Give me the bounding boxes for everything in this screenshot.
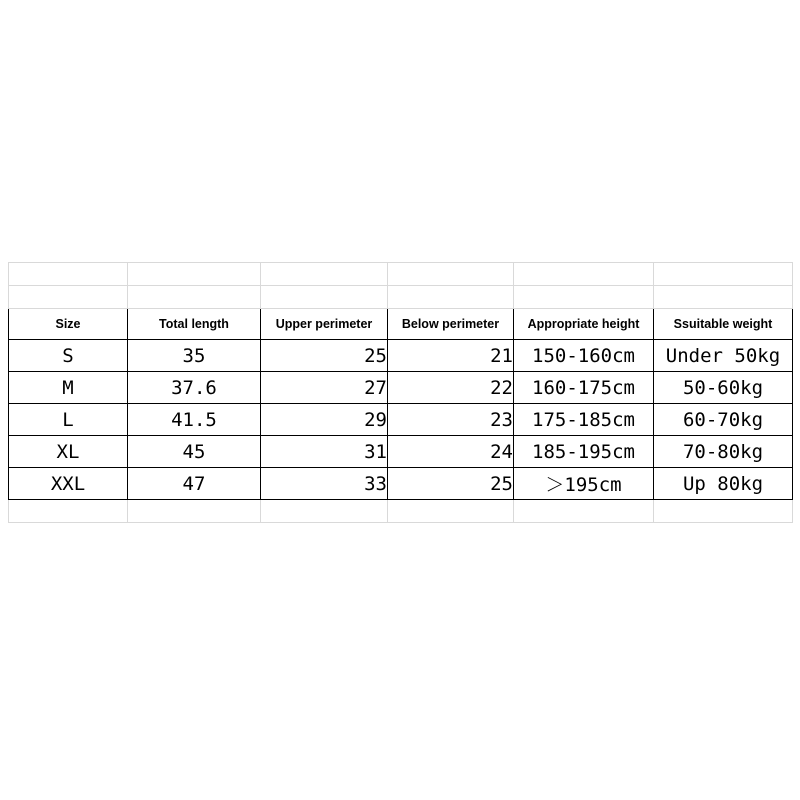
- table-row: [9, 436, 793, 468]
- cell-total-length: 37.6: [128, 372, 261, 404]
- cell-suitable-weight: Under 50kg: [654, 340, 793, 372]
- table-row: [9, 340, 793, 372]
- grid-spacer-row: [9, 263, 793, 286]
- grid-cell: [388, 263, 514, 286]
- column-header-suitable-weight: Ssuitable weight: [654, 309, 793, 340]
- grid-cell: [261, 500, 388, 523]
- table-row: [9, 372, 793, 404]
- grid-cell: [9, 263, 128, 286]
- cell-suitable-weight: Up 80kg: [654, 468, 793, 500]
- cell-upper-perimeter: 31: [261, 436, 388, 468]
- cell-total-length: 45: [128, 436, 261, 468]
- cell-total-length: 47: [128, 468, 261, 500]
- grid-cell: [514, 286, 654, 309]
- cell-upper-perimeter: 27: [261, 372, 388, 404]
- grid-cell: [9, 286, 128, 309]
- size-chart-grid: [8, 262, 792, 523]
- cell-below-perimeter: 21: [388, 340, 514, 372]
- cell-appropriate-height: ＞195cm: [514, 468, 654, 500]
- cell-below-perimeter: 23: [388, 404, 514, 436]
- table-row: [9, 404, 793, 436]
- grid-cell: [388, 500, 514, 523]
- column-header-upper-perimeter: Upper perimeter: [261, 309, 388, 340]
- cell-appropriate-height: 175-185cm: [514, 404, 654, 436]
- grid-cell: [514, 263, 654, 286]
- cell-upper-perimeter: 29: [261, 404, 388, 436]
- cell-size: XXL: [9, 468, 128, 500]
- grid-cell: [9, 500, 128, 523]
- cell-suitable-weight: 50-60kg: [654, 372, 793, 404]
- cell-appropriate-height: 185-195cm: [514, 436, 654, 468]
- cell-suitable-weight: 60-70kg: [654, 404, 793, 436]
- grid-cell: [261, 286, 388, 309]
- column-header-below-perimeter: Below perimeter: [388, 309, 514, 340]
- grid-cell: [654, 500, 793, 523]
- cell-below-perimeter: 24: [388, 436, 514, 468]
- cell-size: S: [9, 340, 128, 372]
- cell-appropriate-height: 150-160cm: [514, 340, 654, 372]
- cell-upper-perimeter: 25: [261, 340, 388, 372]
- cell-suitable-weight: 70-80kg: [654, 436, 793, 468]
- cell-appropriate-height: 160-175cm: [514, 372, 654, 404]
- grid-cell: [654, 286, 793, 309]
- cell-size: M: [9, 372, 128, 404]
- cell-size: XL: [9, 436, 128, 468]
- column-header-appropriate-height: Appropriate height: [514, 309, 654, 340]
- cell-below-perimeter: 22: [388, 372, 514, 404]
- table-header-row: [9, 309, 793, 340]
- cell-total-length: 41.5: [128, 404, 261, 436]
- grid-spacer-row: [9, 286, 793, 309]
- grid-cell: [128, 500, 261, 523]
- grid-cell: [128, 263, 261, 286]
- table-row: [9, 468, 793, 500]
- cell-below-perimeter: 25: [388, 468, 514, 500]
- column-header-size: Size: [9, 309, 128, 340]
- grid-spacer-row: [9, 500, 793, 523]
- cell-total-length: 35: [128, 340, 261, 372]
- cell-upper-perimeter: 33: [261, 468, 388, 500]
- grid-cell: [514, 500, 654, 523]
- grid-cell: [388, 286, 514, 309]
- grid-cell: [128, 286, 261, 309]
- column-header-total-length: Total length: [128, 309, 261, 340]
- grid-cell: [261, 263, 388, 286]
- size-chart-table: [8, 262, 793, 523]
- cell-size: L: [9, 404, 128, 436]
- grid-cell: [654, 263, 793, 286]
